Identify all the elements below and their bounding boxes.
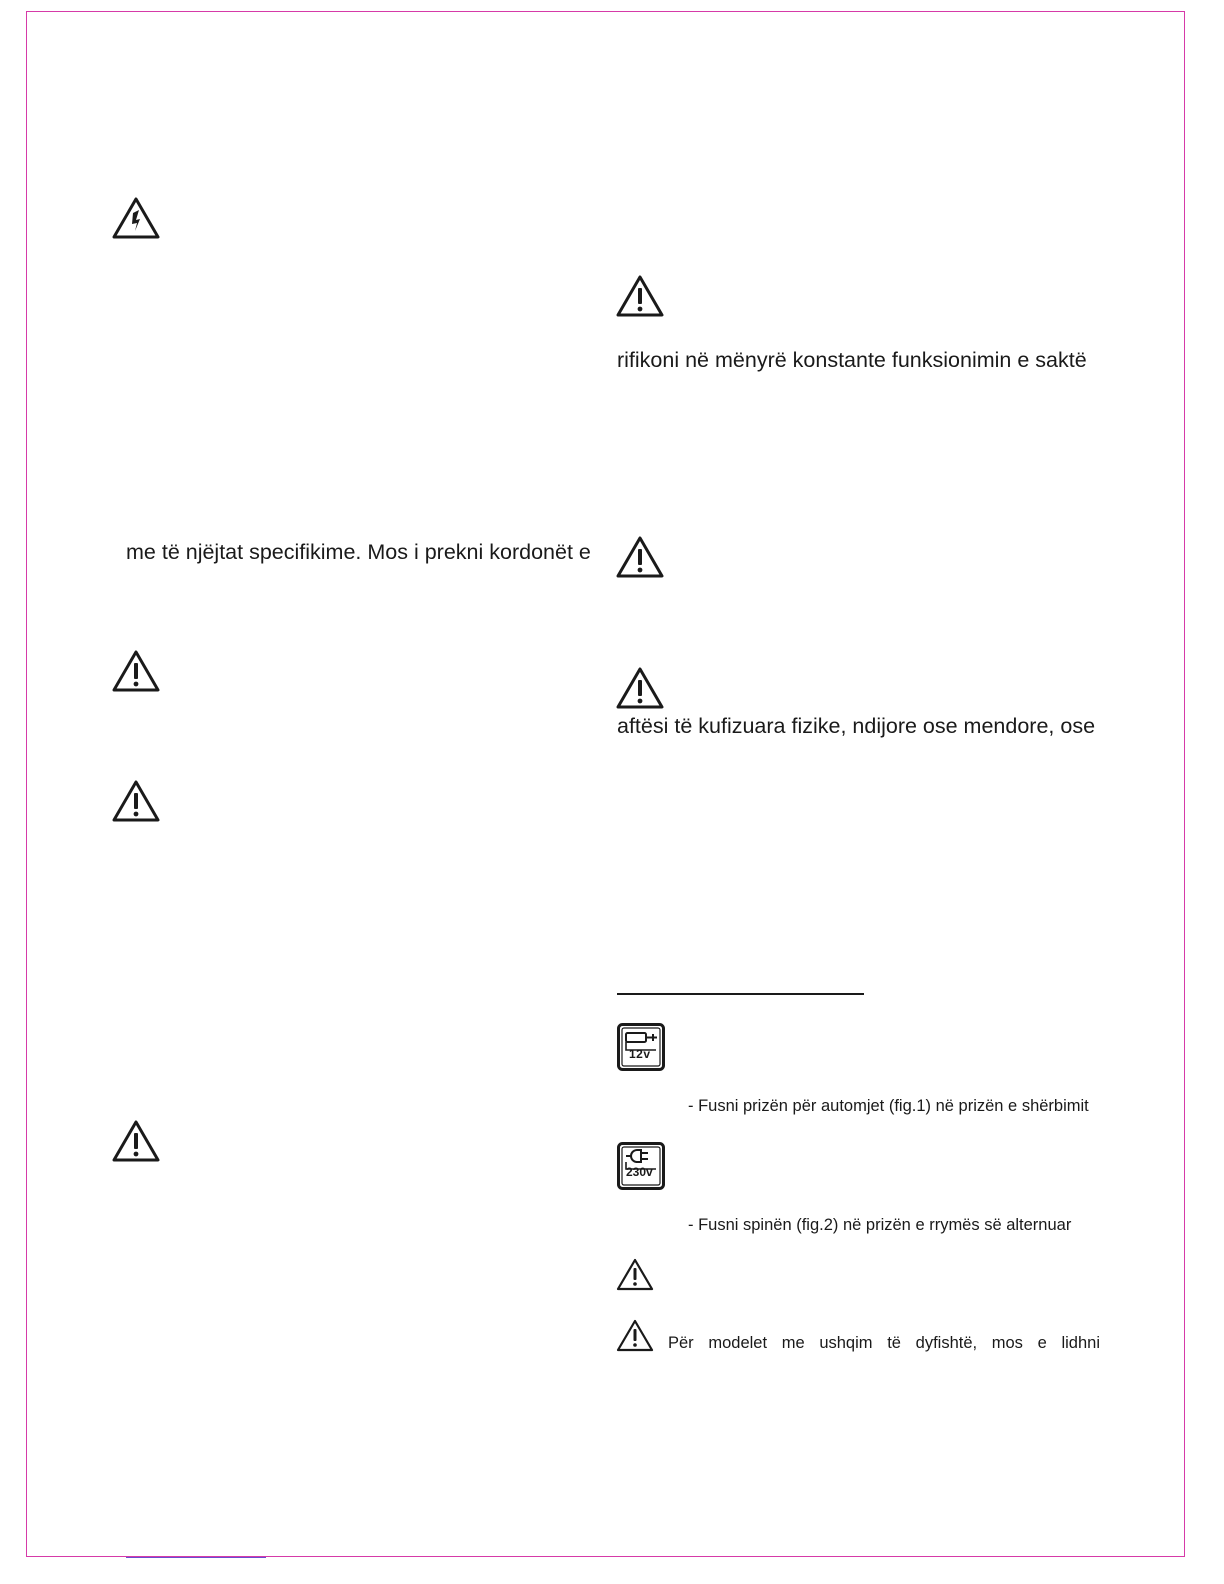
word: me bbox=[781, 1334, 805, 1352]
disabilities-text-line: aftësi të kufizuara fizike, ndijore ose mendore, ose bbox=[617, 714, 1096, 738]
word: modelet bbox=[708, 1334, 768, 1352]
car-socket-12v-icon bbox=[617, 1023, 665, 1071]
instruction-12v-text: - Fusni prizën për automjet (fig.1) në prizën e shërbimit bbox=[688, 1097, 1089, 1115]
mains-plug-230v-icon bbox=[617, 1142, 665, 1190]
electric-hazard-icon bbox=[111, 196, 161, 240]
instruction-230v-text: - Fusni spinën (fig.2) në prizën e rrymës së alternuar bbox=[688, 1216, 1072, 1234]
section-underline bbox=[617, 993, 864, 995]
verify-operation-text-line: rifikoni në mënyrë konstante funksionimin e saktë bbox=[617, 348, 1087, 372]
warning-icon bbox=[111, 779, 161, 823]
word: e bbox=[1037, 1334, 1047, 1352]
warning-icon bbox=[616, 1258, 654, 1291]
word: lidhni bbox=[1061, 1334, 1100, 1352]
warning-icon bbox=[615, 666, 665, 710]
word: ushqim bbox=[819, 1334, 873, 1352]
word: Për bbox=[668, 1334, 694, 1352]
page-border bbox=[26, 11, 1185, 1557]
badge-12v-label: 12v bbox=[629, 1047, 651, 1061]
word: mos bbox=[991, 1334, 1023, 1352]
badge-230v-label: 230v bbox=[626, 1165, 653, 1179]
warning-icon bbox=[615, 274, 665, 318]
warning-icon bbox=[616, 1319, 654, 1352]
specifications-text-line: me të njëjtat specifikime. Mos i prekni kordonët e bbox=[126, 540, 591, 564]
dual-supply-warning-text bbox=[668, 1335, 1100, 1352]
footer-line bbox=[126, 1557, 266, 1558]
warning-icon bbox=[111, 1119, 161, 1163]
word: dyfishtë, bbox=[915, 1334, 978, 1352]
warning-icon bbox=[615, 535, 665, 579]
word: të bbox=[887, 1334, 901, 1352]
warning-icon bbox=[111, 649, 161, 693]
